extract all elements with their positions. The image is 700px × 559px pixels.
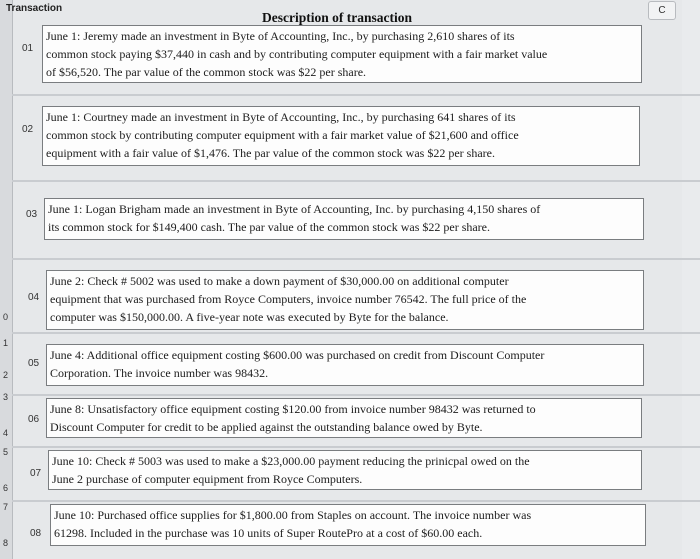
description-line: June 10: Purchased office supplies for $1,800.00 from Staples on account. The invoice number was xyxy=(54,508,532,522)
description-line: June 2: Check # 5002 was used to make a down payment of $30,000.00 on additional computer xyxy=(50,274,509,288)
transaction-row xyxy=(12,186,700,260)
transaction-column-header[interactable]: Transaction xyxy=(6,3,63,14)
description-line: June 2 purchase of computer equipment from Royce Computers. xyxy=(52,472,363,486)
transaction-row xyxy=(12,100,700,182)
description-line: computer was $150,000.00. A five-year note was executed by Byte for the balance. xyxy=(50,310,449,324)
description-line: of $56,520. The par value of the common stock was $22 per share. xyxy=(46,65,367,79)
description-line: common stock by contributing computer equipment with a fair market value of $21,600 and office xyxy=(46,128,519,142)
transaction-description[interactable] xyxy=(42,106,640,166)
row-number[interactable]: 1 xyxy=(2,338,8,348)
transaction-description[interactable] xyxy=(42,25,642,83)
transaction-number[interactable]: 02 xyxy=(22,124,34,135)
description-line: equipment with a fair value of $1,476. The par value of the common stock was $22 per share. xyxy=(46,146,495,160)
transaction-number[interactable]: 03 xyxy=(26,209,38,220)
transaction-row xyxy=(12,22,700,96)
transaction-number[interactable]: 08 xyxy=(30,528,42,539)
transaction-number[interactable]: 04 xyxy=(28,292,40,303)
transaction-number[interactable]: 07 xyxy=(30,468,42,479)
transaction-description[interactable] xyxy=(48,450,642,490)
description-line: common stock paying $37,440 in cash and by contributing computer equipment with a fair market value xyxy=(46,47,548,61)
description-line: Corporation. The invoice number was 98432. xyxy=(50,366,269,380)
row-number[interactable]: 0 xyxy=(2,312,8,322)
transaction-description[interactable] xyxy=(50,504,646,546)
description-column-header[interactable]: Description of transaction xyxy=(262,10,412,25)
transaction-row xyxy=(12,448,700,502)
row-number[interactable]: 8 xyxy=(2,538,8,548)
transaction-number[interactable]: 01 xyxy=(22,43,34,54)
transaction-row xyxy=(12,338,700,396)
column-letter-c[interactable]: C xyxy=(648,1,676,20)
description-line: June 4: Additional office equipment costing $600.00 was purchased on credit from Discount Computer xyxy=(50,348,545,362)
transaction-description[interactable] xyxy=(46,270,644,330)
description-line: June 1: Courtney made an investment in Byte of Accounting, Inc., by purchasing 641 shares of its xyxy=(46,110,516,124)
description-line: June 1: Logan Brigham made an investment in Byte of Accounting, Inc. by purchasing 4,150 shares of xyxy=(48,202,541,216)
row-number[interactable]: 4 xyxy=(2,428,8,438)
description-line: June 8: Unsatisfactory office equipment costing $120.00 from invoice number 98432 was returned to xyxy=(50,402,536,416)
description-line: Discount Computer for credit to be applied against the outstanding balance owed by Byte. xyxy=(50,420,483,434)
row-number[interactable]: 6 xyxy=(2,483,8,493)
row-number[interactable]: 2 xyxy=(2,370,8,380)
description-line: its common stock for $149,400 cash. The par value of the common stock was $22 per share. xyxy=(48,220,491,234)
transaction-number[interactable]: 05 xyxy=(28,358,40,369)
transaction-description[interactable] xyxy=(46,344,644,386)
description-line: 61298. Included in the purchase was 10 units of Super RoutePro at a cost of $60.00 each. xyxy=(54,526,483,540)
row-number[interactable]: 5 xyxy=(2,447,8,457)
transaction-number[interactable]: 06 xyxy=(28,414,40,425)
transaction-row xyxy=(12,502,700,559)
transaction-description[interactable] xyxy=(44,198,644,240)
row-number[interactable]: 3 xyxy=(2,392,8,402)
description-line: June 10: Check # 5003 was used to make a $23,000.00 payment reducing the prinicpal owed on the xyxy=(52,454,530,468)
description-line: June 1: Jeremy made an investment in Byte of Accounting, Inc., by purchasing 2,610 shares of its xyxy=(46,29,515,43)
transaction-row xyxy=(12,396,700,448)
transaction-description[interactable] xyxy=(46,398,642,438)
transaction-row xyxy=(12,264,700,334)
row-number[interactable]: 7 xyxy=(2,502,8,512)
description-line: equipment that was purchased from Royce Computers, invoice number 76542. The full price of the xyxy=(50,292,527,306)
